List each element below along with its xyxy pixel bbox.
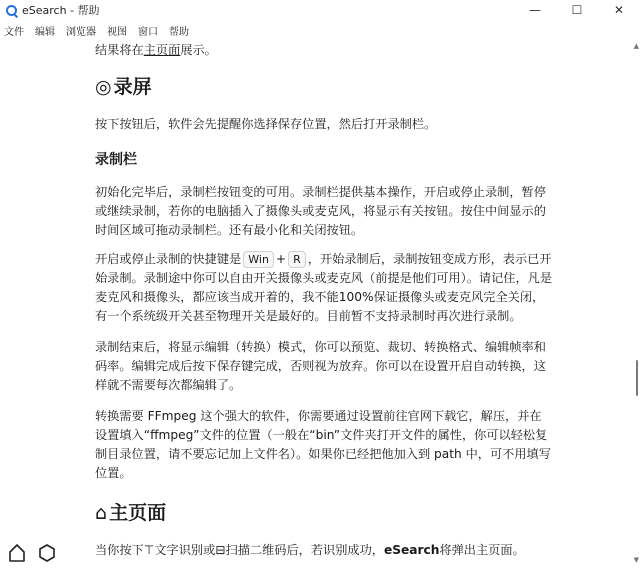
key-win: Win xyxy=(243,251,274,268)
menu-bar xyxy=(0,20,640,40)
minimize-button[interactable]: — xyxy=(529,3,541,17)
title-bar xyxy=(0,0,640,20)
help-content xyxy=(95,40,553,560)
maximize-button[interactable]: ☐ xyxy=(571,3,583,17)
shortcut-paragraph: 开启或停止录制的快捷键是 Win + R ，开始录制后，录制按钮变成方形，表示已开始录制。录制途中你可以自由开关摄像头或麦克风（前提是他们可用）。请记住，凡是麦克风和摄像头，都应该当成开着的，我不能100%保证摄像头或麦克风完全关闭，有一个系统级开关甚至物理开关是最好的。目前暂不支持录制时再次进行录制。 xyxy=(95,252,553,323)
menu-view[interactable]: 视图 xyxy=(107,26,127,38)
search-icon xyxy=(6,5,17,16)
menu-edit[interactable]: 编辑 xyxy=(35,26,55,38)
menu-file[interactable]: 文件 xyxy=(4,26,24,38)
window-controls xyxy=(514,0,640,20)
scrollbar[interactable] xyxy=(633,40,640,569)
section-record-heading: ◎ 录屏 xyxy=(95,76,152,98)
close-button[interactable]: ✕ xyxy=(613,3,625,17)
record-paragraph: 按下按钮后，软件会先提醒你选择保存位置，然后打开录制栏。 xyxy=(95,117,437,131)
edit-paragraph: 录制结束后，将显示编辑（转换）模式，你可以预览、裁切、转换格式、编辑帧率和码率。编辑完成后按下保存键完成，否则视为放弃。你可以在设置开启自动转换，这样就不需要每次都编辑了。 xyxy=(95,340,546,392)
qr-icon: ⊟ xyxy=(215,543,226,557)
bottom-toolbar xyxy=(8,543,56,563)
menu-help[interactable]: 帮助 xyxy=(169,26,189,38)
ffmpeg-paragraph: 转换需要 FFmpeg 这个强大的软件，你需要通过设置前往官网下载它，解压，并在设置填入“ffmpeg”文件的位置（一般在“bin”文件夹打开文件的属性，你可以轻松复制目录位置，请不要忘记加上文件名）。如果你已经把他加入到 path 中，可不用填写位置。 xyxy=(95,409,551,480)
main-page-paragraph: 当你按下⊤文字识别或⊟扫描二维码后，若识别成功，eSearch将弹出主页面。 xyxy=(95,543,525,557)
record-bar-heading: 录制栏 xyxy=(95,152,137,168)
key-r: R xyxy=(288,251,306,268)
record-bar-paragraph: 初始化完毕后，录制栏按钮变的可用。录制栏提供基本操作，开启或停止录制，暂停或继续录制，若你的电脑插入了摄像头或麦克风，将显示有关按钮。按住中间显示的时间区域可拖动录制栏。还有最小化和关闭按钮。 xyxy=(95,185,546,237)
window-title: eSearch - 帮助 xyxy=(22,4,100,17)
intro-paragraph: 结果将在主页面展示。 xyxy=(95,43,217,57)
scroll-thumb[interactable] xyxy=(636,360,638,396)
scroll-down-arrow-icon[interactable]: ▼ xyxy=(633,556,639,564)
record-icon: ◎ xyxy=(95,76,112,98)
ocr-icon: ⊤ xyxy=(143,543,155,557)
section-main-page-heading: ⌂ 主页面 xyxy=(95,502,167,524)
hexagon-icon[interactable] xyxy=(38,543,56,563)
scroll-up-arrow-icon[interactable]: ▲ xyxy=(633,42,639,50)
home-icon: ⌂ xyxy=(95,502,108,524)
home-button-icon[interactable] xyxy=(8,543,26,563)
menu-window[interactable]: 窗口 xyxy=(138,26,158,38)
main-page-link[interactable]: 主页面 xyxy=(143,43,181,57)
menu-browser[interactable]: 浏览器 xyxy=(66,26,96,38)
